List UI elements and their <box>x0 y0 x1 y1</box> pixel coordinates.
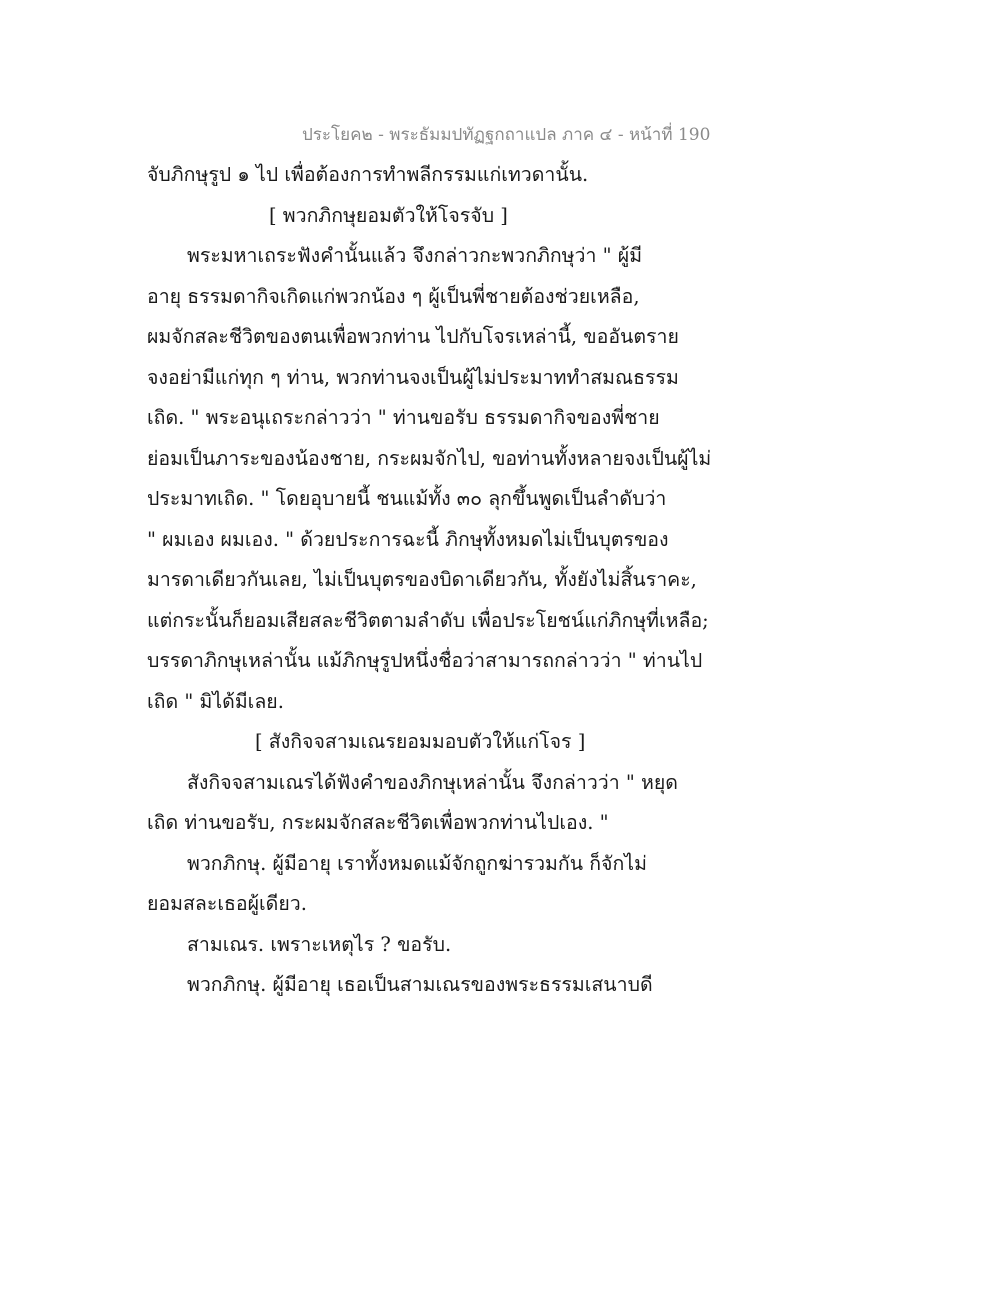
text-line: พระมหาเถระฟังคำนั้นแล้ว จึงกล่าวกะพวกภิกษุว่า " ผู้มี <box>187 244 643 267</box>
dialogue-line: สามเณร. เพราะเหตุไร ? ขอรับ. <box>187 932 452 956</box>
text-line: มารดาเดียวกันเลย, ไม่เป็นบุตรของบิดาเดียวกัน, ทั้งยังไม่สิ้นราคะ, <box>147 568 697 591</box>
text-line: ย่อมเป็นภาระของน้องชาย, กระผมจักไป, ขอท่านทั้งหลายจงเป็นผู้ไม่ <box>147 446 712 470</box>
text-line: เถิด. " พระอนุเถระกล่าวว่า " ท่านขอรับ ธรรมดากิจของพี่ชาย <box>147 406 660 429</box>
text-line: จงอย่ามีแก่ทุก ๆ ท่าน, พวกท่านจงเป็นผู้ไม่ประมาททำสมณธรรม <box>147 365 679 389</box>
text-line: บรรดาภิกษุเหล่านั้น แม้ภิกษุรูปหนึ่งชื่อว่าสามารถกล่าวว่า " ท่านไป <box>147 649 703 672</box>
text-line: " ผมเอง ผมเอง. " ด้วยประการฉะนี้ ภิกษุทั้งหมดไม่เป็นบุตรของ <box>147 527 669 551</box>
text-line: จับภิกษุรูป ๑ ไป เพื่อต้องการทำพลีกรรมแก่เทวดานั้น. <box>147 163 589 186</box>
text-line: เถิด ท่านขอรับ, กระผมจักสละชีวิตเพื่อพวกท่านไปเอง. " <box>147 811 609 834</box>
text-line: สังกิจจสามเณรได้ฟังคำของภิกษุเหล่านั้น จึงกล่าวว่า " หยุด <box>187 770 678 794</box>
text-line: อายุ ธรรมดากิจเกิดแก่พวกน้อง ๆ ผู้เป็นพี่ชายต้องช่วยเหลือ, <box>147 284 640 308</box>
running-header: ประโยค๒ - พระธัมมปทัฏฐกถาแปล ภาค ๔ - หน้าที่ 190 <box>302 125 711 145</box>
section-heading: [ สังกิจจสามเณรยอมมอบตัวให้แก่โจร ] <box>255 730 586 753</box>
section-heading: [ พวกภิกษุยอมตัวให้โจรจับ ] <box>269 203 508 227</box>
text-line: แต่กระนั้นก็ยอมเสียสละชีวิตตามลำดับ เพื่อประโยชน์แก่ภิกษุที่เหลือ; <box>147 608 709 632</box>
text-line: ประมาทเถิด. " โดยอุบายนี้ ชนแม้ทั้ง ๓๐ ลุกขึ้นพูดเป็นลำดับว่า <box>147 487 667 510</box>
text-line: ผมจักสละชีวิตของตนเพื่อพวกท่าน ไปกับโจรเหล่านี้, ขออันตราย <box>147 325 679 348</box>
body-text <box>147 155 712 1006</box>
dialogue-line: พวกภิกษุ. ผู้มีอายุ เราทั้งหมดแม้จักถูกฆ่ารวมกัน ก็จักไม่ <box>187 851 647 875</box>
dialogue-line: พวกภิกษุ. ผู้มีอายุ เธอเป็นสามเณรของพระธรรมเสนาบดี <box>187 973 653 996</box>
text-line: เถิด " มิได้มีเลย. <box>147 689 284 713</box>
text-line: ยอมสละเธอผู้เดียว. <box>147 892 307 915</box>
